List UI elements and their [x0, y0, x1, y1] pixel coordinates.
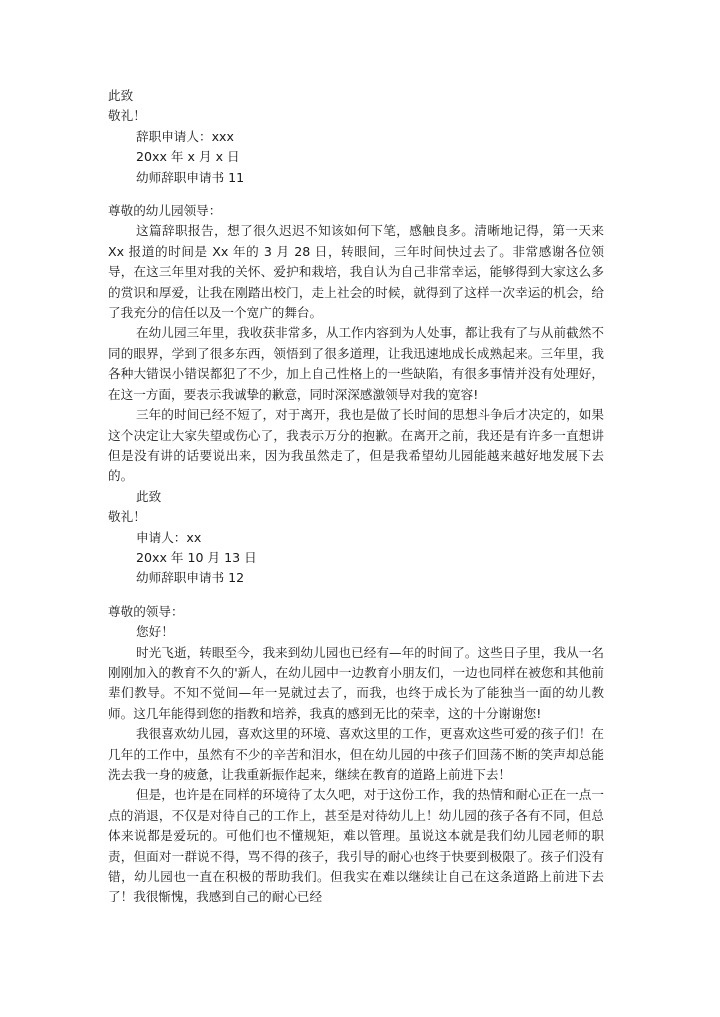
salute-text: 敬礼！	[108, 108, 146, 124]
letter-paragraph: 三年的时间已经不短了，对于离开，我也是做了长时间的思想斗争后才决定的，如果这个决定让大家失望或伤心了，我表示万分的抱歉。在离开之前，我还是有许多一直想讲但是没有讲的话要说出来，因为我虽然走了，但是我希望幼儿园能越来越好地发展下去的。	[108, 407, 604, 484]
letter-greeting: 尊敬的幼儿园领导：	[108, 203, 222, 219]
section-title: 幼师辞职申请书 11	[136, 169, 245, 185]
signer-line: 申请人：xx	[136, 529, 202, 545]
document-page	[108, 86, 604, 908]
letter-paragraph: 这篇辞职报告，想了很久迟迟不知该如何下笔，感触良多。清晰地记得，第一天来 Xx 报道的时间是 Xx 年的 3 月 28 日，转眼间，三年时间快过去了。非常感谢各位领导，在这三年里对我的关怀、爱护和栽培，我自认为自己非常幸运，能够得到大家这么多的赏识和厚爱，让我在刚踏出校门，走上社会的时候，就得到了这样一次幸运的机会，给了我充分的信任以及一个宽广的舞台。	[108, 223, 604, 321]
section-title: 幼师辞职申请书 12	[136, 570, 245, 586]
letter-paragraph: 但是，也许是在同样的环境待了太久吧，对于这份工作，我的热情和耐心正在一点一点的消退，不仅是对待自己的工作上，甚至是对待幼儿上！幼儿园的孩子各有不同，但总体来说都是爱玩的。可他们也不懂规矩，难以管理。虽说这本就是我们幼儿园老师的职责，但面对一群说不得，骂不得的孩子，我引导的耐心也终于快要到极限了。孩子们没有错，幼儿园也一直在积极的帮助我们。但我实在难以继续让自己在这条道路上前进下去了！我很惭愧，我感到自己的耐心已经	[108, 787, 604, 905]
letter-paragraph: 在幼儿园三年里，我收获非常多，从工作内容到为人处事，都让我有了与从前截然不同的眼界，学到了很多东西，领悟到了很多道理，让我迅速地成长成熟起来。三年里，我各种大错误小错误都犯了不少，加上自己性格上的一些缺陷，有很多事情并没有处理好，在这一方面，要表示我诚挚的歉意，同时深深感激领导对我的宽容!	[108, 325, 604, 402]
salute-text: 敬礼！	[108, 509, 146, 525]
date-line: 20xx 年 10 月 13 日	[136, 549, 257, 565]
date-line: 20xx 年 x 月 x 日	[136, 149, 240, 165]
closing-text: 此致	[108, 88, 134, 103]
letter-greeting: 尊敬的领导：	[108, 603, 184, 619]
letter-paragraph: 时光飞逝，转眼至今，我来到幼儿园也已经有—年的时间了。这些日子里，我从一名刚刚加入的教育不久的'新人，在幼儿园中一边教育小朋友们，一边也同样在被您和其他前辈们教导。不知不觉间—年一晃就过去了，而我，也终于成长为了能独当一面的幼儿教师。这几年能得到您的指教和培养，我真的感到无比的荣幸，这的十分谢谢您!	[108, 644, 604, 721]
signer-line: 辞职申请人：xxx	[136, 128, 234, 144]
letter-paragraph: 我很喜欢幼儿园，喜欢这里的环境、喜欢这里的工作，更喜欢这些可爱的孩子们！在几年的工作中，虽然有不少的辛苦和泪水，但在幼儿园的中孩子们回荡不断的笑声却总能洗去我一身的疲惫，让我重新振作起来，继续在教育的道路上前进下去！	[108, 726, 604, 782]
closing-text: 此致	[136, 488, 162, 504]
hello-text: 您好！	[136, 624, 174, 640]
